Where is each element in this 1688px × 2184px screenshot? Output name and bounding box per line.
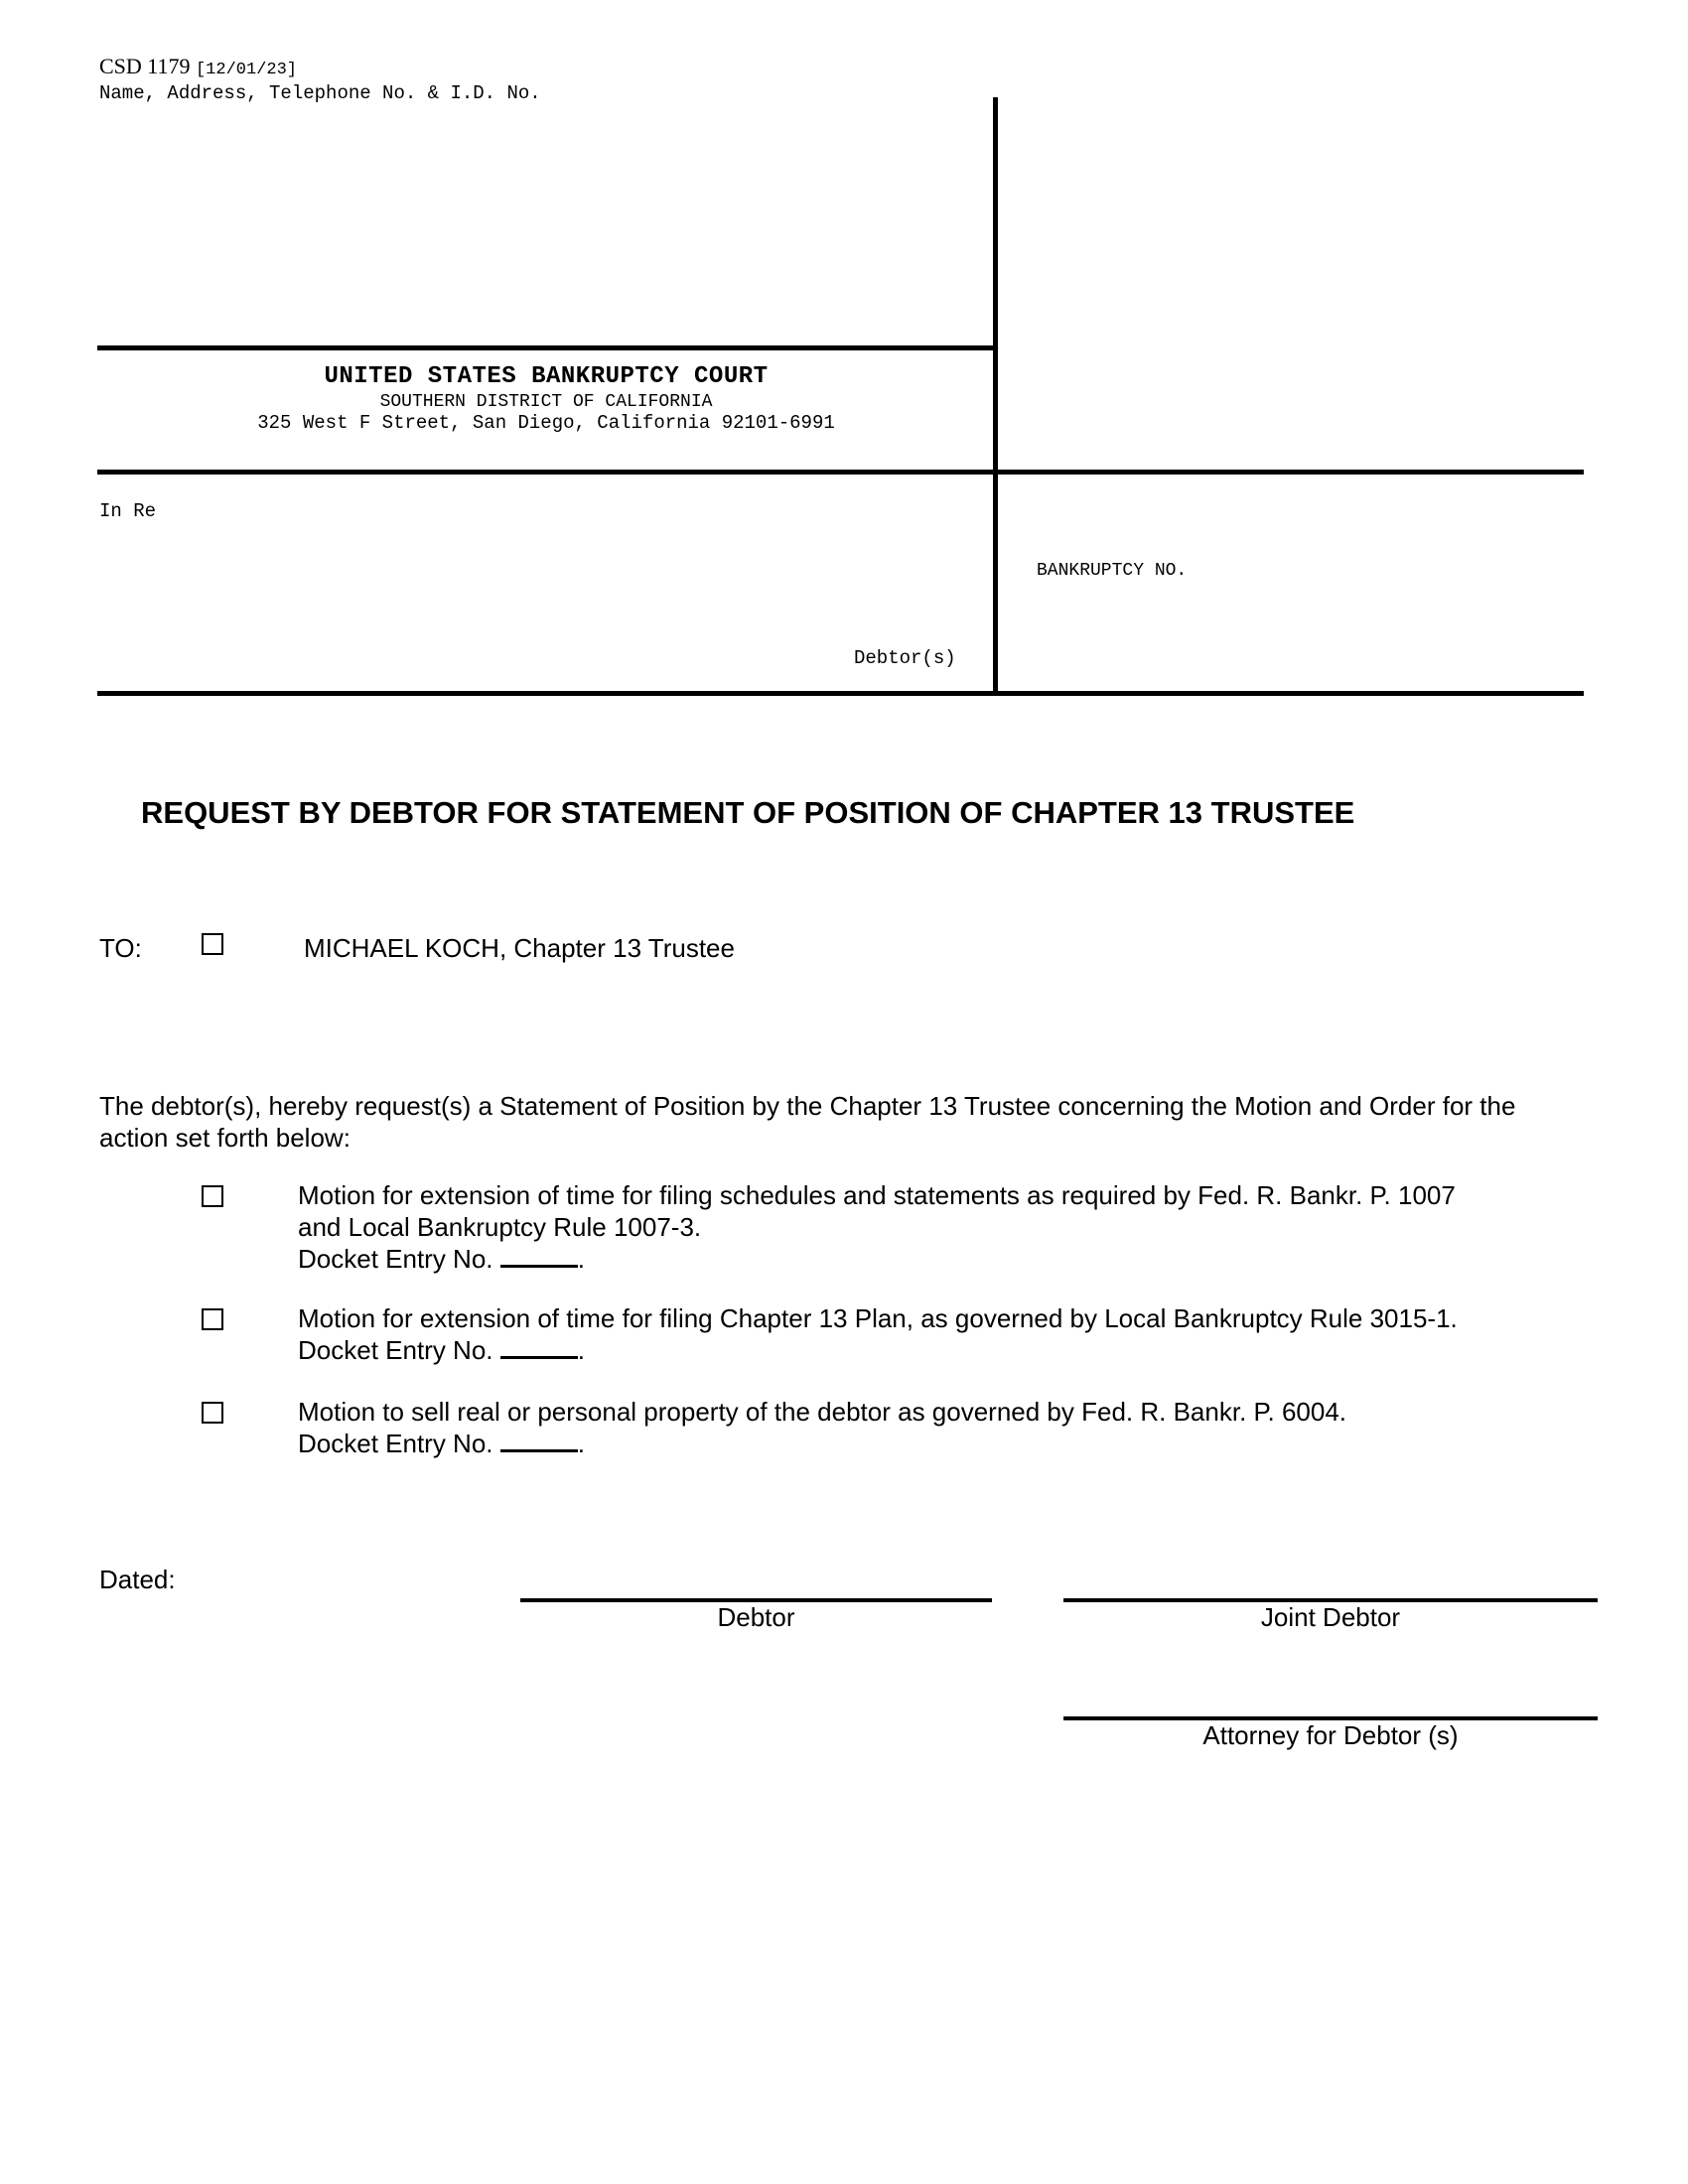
intro-paragraph: The debtor(s), hereby request(s) a Statement of Position by the Chapter 13 Trustee concerning the Motion and Order for the action set forth below:: [99, 1091, 1516, 1153]
trustee-name: MICHAEL KOCH, Chapter 13 Trustee: [304, 933, 735, 963]
debtors-label: Debtor(s): [854, 647, 956, 669]
to-label: TO:: [99, 933, 142, 963]
option-plan-line1: Motion for extension of time for filing Chapter 13 Plan, as governed by Local Bankruptcy Rule 3015-1.: [298, 1303, 1458, 1333]
court-address: 325 West F Street, San Diego, California 92101-6991: [257, 412, 835, 434]
option-checkbox-sell-property[interactable]: [202, 1402, 223, 1424]
docket-label: Docket Entry No.: [298, 1244, 493, 1274]
form-number-text: CSD 1179: [99, 54, 191, 78]
option-checkbox-plan[interactable]: [202, 1308, 223, 1330]
in-re-label: In Re: [99, 500, 157, 522]
form-revision: [12/01/23]: [195, 61, 298, 79]
debtor-signature-label: Debtor: [717, 1602, 795, 1632]
court-district: SOUTHERN DISTRICT OF CALIFORNIA: [379, 392, 713, 412]
dated-label: Dated:: [99, 1565, 176, 1594]
docket-label: Docket Entry No.: [298, 1335, 493, 1365]
joint-debtor-signature-label: Joint Debtor: [1260, 1602, 1401, 1632]
trustee-checkbox[interactable]: [202, 933, 223, 955]
option-plan-docket: Docket Entry No. .: [298, 1335, 585, 1365]
option-schedules-docket: Docket Entry No. .: [298, 1244, 585, 1274]
form-number: [99, 54, 297, 79]
docket-entry-blank[interactable]: [500, 1243, 578, 1268]
caption-bottom-rule: [97, 691, 1584, 696]
caption-vertical-divider: [993, 97, 998, 695]
option-sell-property-docket: Docket Entry No. .: [298, 1429, 585, 1458]
option-schedules-line1: Motion for extension of time for filing schedules and statements as required by Fed. R. Bankr. P. 1007: [298, 1180, 1456, 1210]
court-top-rule: [97, 345, 996, 350]
court-name: UNITED STATES BANKRUPTCY COURT: [324, 363, 769, 390]
docket-label: Docket Entry No.: [298, 1429, 493, 1458]
bankruptcy-number-label: BANKRUPTCY NO.: [1037, 561, 1188, 581]
party-info-label: Name, Address, Telephone No. & I.D. No.: [99, 82, 541, 104]
option-plan: [298, 1302, 1559, 1366]
option-schedules: [298, 1179, 1559, 1275]
docket-entry-blank[interactable]: [500, 1334, 578, 1359]
attorney-signature-label: Attorney for Debtor (s): [1202, 1720, 1459, 1750]
option-checkbox-schedules[interactable]: [202, 1185, 223, 1207]
option-sell-property-line1: Motion to sell real or personal property of the debtor as governed by Fed. R. Bankr. P. 6004.: [298, 1397, 1347, 1427]
option-sell-property: [298, 1396, 1559, 1459]
option-schedules-line2: and Local Bankruptcy Rule 1007-3.: [298, 1212, 702, 1242]
caption-middle-rule: [97, 470, 1584, 475]
document-title: REQUEST BY DEBTOR FOR STATEMENT OF POSITION OF CHAPTER 13 TRUSTEE: [141, 795, 1355, 830]
docket-entry-blank[interactable]: [500, 1428, 578, 1452]
court-block: [99, 363, 993, 434]
